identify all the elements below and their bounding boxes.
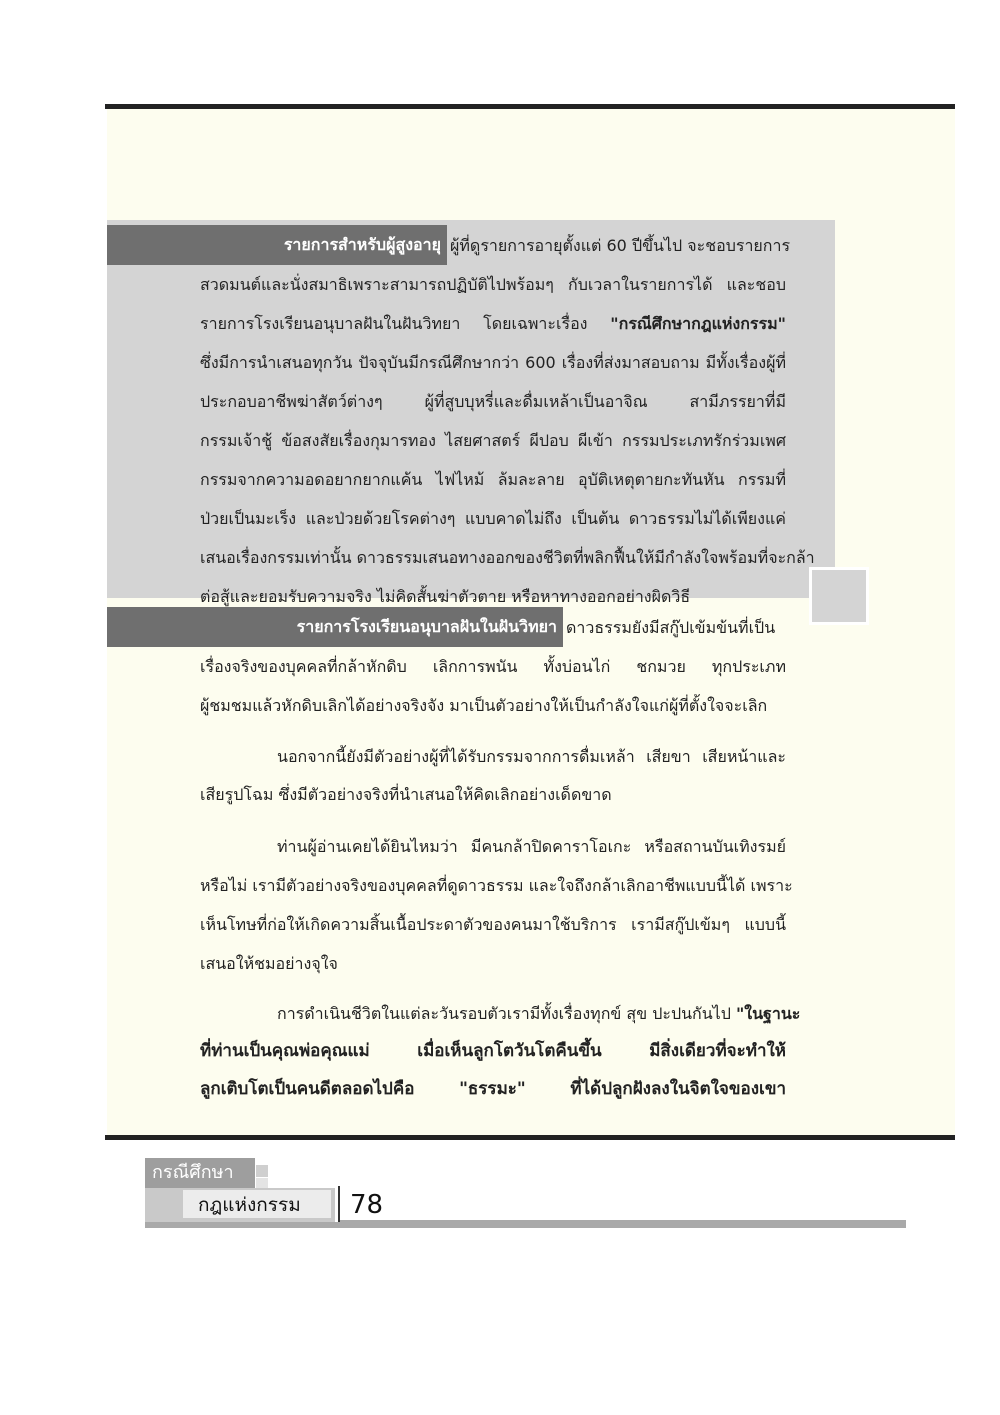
section-elderly-line-5: ประกอบอาชีพฆ่าสัตว์ต่างๆ ผู้ที่สูบบุหรี่และดื่มเหล้าเป็นอาจิณ สามีภรรยาที่มี xyxy=(200,392,786,411)
paragraph-3-line-1 xyxy=(277,1003,801,1025)
decorative-square xyxy=(812,570,866,622)
paragraph-2-line-3: เห็นโทษที่ก่อให้เกิดความสิ้นเนื้อประดาตัวของคนมาใช้บริการ เรามีสกู๊ปเข้มๆ แบบนี้ xyxy=(200,915,786,934)
line-3-text: รายการโรงเรียนอนุบาลฝันในฝันวิทยา โดยเฉพาะเรื่อง xyxy=(200,314,611,333)
paragraph-2-line-1: ท่านผู้อ่านเคยได้ยินไหมว่า มีคนกล้าปิดคาราโอเกะ หรือสถานบันเทิงรมย์ xyxy=(277,837,786,856)
paragraph-1-line-1: นอกจากนี้ยังมีตัวอย่างผู้ที่ได้รับกรรมจากการดื่มเหล้า เสียขา เสียหน้าและ xyxy=(277,747,786,766)
paragraph-3-text: การดำเนินชีวิตในแต่ละวันรอบตัวเรามีทั้งเรื่องทุกข์ สุข ปะปนกันไป xyxy=(277,1004,736,1023)
section-elderly-line-6: กรรมเจ้าชู้ ข้อสงสัยเรื่องกุมารทอง ไสยศาสตร์ ผีปอบ ผีเข้า กรรมประเภทรักร่วมเพศ xyxy=(200,431,786,450)
section-school-tag: รายการโรงเรียนอนุบาลฝันในฝันวิทยา xyxy=(107,607,563,647)
paragraph-3-line-3: ลูกเติบโตเป็นคนดีตลอดไปคือ "ธรรมะ" ที่ได้ปลูกฝังลงในจิตใจของเขา xyxy=(200,1079,786,1099)
section-elderly-line-1: ผู้ที่ดูรายการอายุตั้งแต่ 60 ปีขึ้นไป จะชอบรายการ xyxy=(450,236,791,255)
section-elderly-line-8: ป่วยเป็นมะเร็ง และป่วยด้วยโรคต่างๆ แบบคาดไม่ถึง เป็นต้น ดาวธรรมไม่ได้เพียงแค่ xyxy=(200,509,786,528)
top-rule xyxy=(105,104,955,109)
footer-bar xyxy=(340,1220,906,1228)
section-elderly-line-10: ต่อสู้และยอมรับความจริง ไม่คิดสั้นฆ่าตัวตาย หรือหาทางออกอย่างผิดวิธี xyxy=(200,587,691,606)
paragraph-2-line-4: เสนอให้ชมอย่างจุใจ xyxy=(200,954,338,973)
section-elderly-tag: รายการสำหรับผู้สูงอายุ xyxy=(107,225,447,265)
section-elderly-line-2: สวดมนต์และนั่งสมาธิเพราะสามารถปฏิบัติไปพร้อมๆ กับเวลาในรายการได้ และชอบ xyxy=(200,275,786,294)
section-school-line-1: ดาวธรรมยังมีสกู๊ปเข้มข้นที่เป็น xyxy=(566,618,776,637)
paragraph-3-bold-start: "ในฐานะ xyxy=(735,1004,801,1023)
footer-deco-square xyxy=(256,1165,268,1177)
section-school-line-3: ผู้ชมชมแล้วหักดิบเลิกได้อย่างจริงจัง มาเป็นตัวอย่างให้เป็นกำลังใจแก่ผู้ที่ตั้งใจจะเลิก xyxy=(200,696,768,715)
paragraph-1-line-2: เสียรูปโฉม ซึ่งมีตัวอย่างจริงที่นำเสนอให้คิดเลิกอย่างเด็ดขาด xyxy=(200,785,612,804)
paragraph-2-line-2: หรือไม่ เรามีตัวอย่างจริงของบุคคลที่ดูดาวธรรม และใจถึงกล้าเลิกอาชีพแบบนี้ได้ เพราะ xyxy=(200,876,793,895)
section-elderly-line-7: กรรมจากความอดอยากยากแค้น ไฟไหม้ ล้มละลาย อุบัติเหตุตายกะทันหัน กรรมที่ xyxy=(200,470,786,489)
section-school-line-2: เรื่องจริงของบุคคลที่กล้าหักดิบ เลิกการพนัน ทั้งบ่อนไก่ ชกมวย ทุกประเภท xyxy=(200,657,786,676)
section-elderly-line-9: เสนอเรื่องกรรมเท่านั้น ดาวธรรมเสนอทางออกของชีวิตที่พลิกฟื้นให้มีกำลังใจพร้อมที่จะกล้า xyxy=(200,548,815,567)
footer-book-title: กฎแห่งกรรม xyxy=(198,1194,301,1216)
footer-deco-square-2 xyxy=(256,1178,268,1188)
program-title-highlight: "กรณีศึกษากฎแห่งกรรม" xyxy=(610,314,786,333)
section-elderly-line-4: ซึ่งมีการนำเสนอทุกวัน ปัจจุบันมีกรณีศึกษากว่า 600 เรื่องที่ส่งมาสอบถาม มีทั้งเรื่องผู้ที่ xyxy=(200,353,786,372)
footer-bar-left xyxy=(145,1222,340,1228)
footer-divider xyxy=(338,1186,340,1222)
bottom-rule xyxy=(105,1135,955,1140)
section-elderly-line-3 xyxy=(200,313,786,335)
paragraph-3-line-2: ที่ท่านเป็นคุณพ่อคุณแม่ เมื่อเห็นลูกโตวันโตคืนขึ้น มีสิ่งเดียวที่จะทำให้ xyxy=(200,1041,786,1061)
page-number: 78 xyxy=(350,1190,384,1220)
footer-category: กรณีศึกษา xyxy=(152,1162,234,1183)
